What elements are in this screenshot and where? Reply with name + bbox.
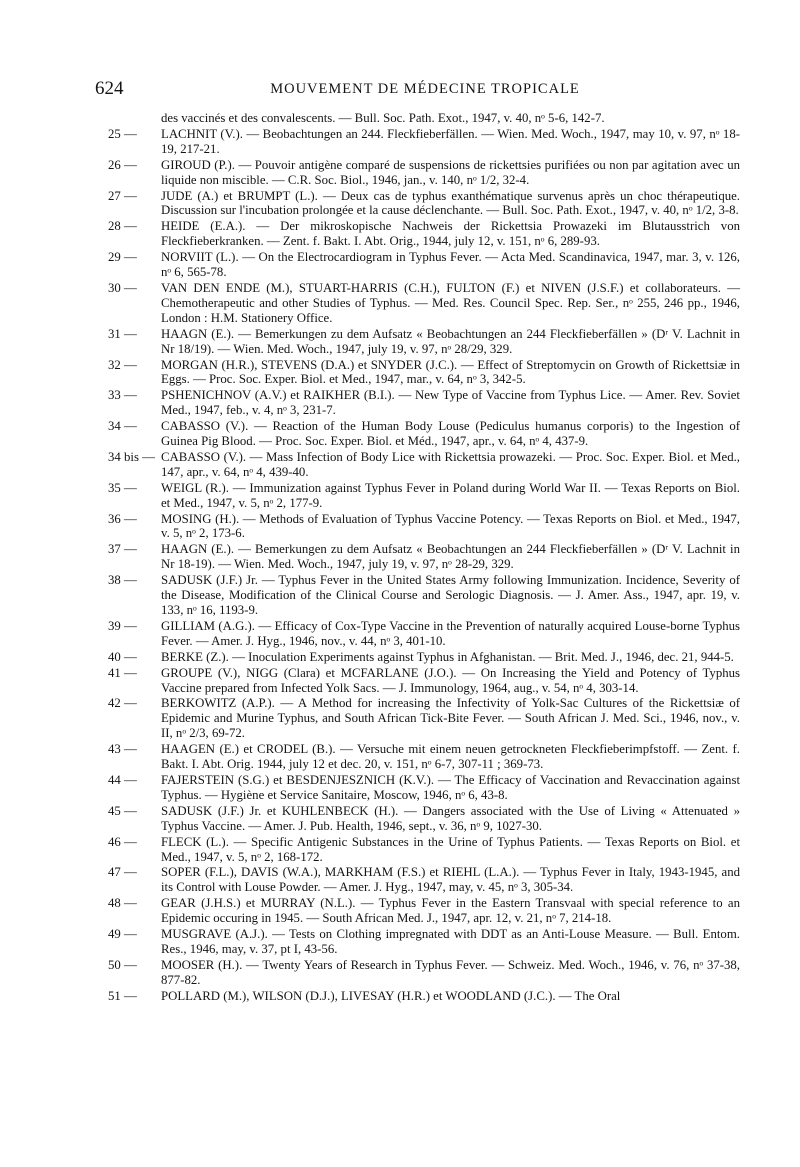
entry-text: SADUSK (J.F.) Jr. — Typhus Fever in the United States Army following Immunization. Incidence, Severity of the Disease, Modification of the Clinical Course and Serologic Diagnosis. — J. Amer. Ass., 1947, apr. 19, v. 133, nᵒ 16, 1193-9. bbox=[161, 573, 740, 617]
entry-number: 45 — bbox=[108, 803, 137, 818]
entry-text: NORVIIT (L.). — On the Electrocardiogram in Typhus Fever. — Acta Med. Scandinavica, 1947, mar. 3, v. 126, nᵒ 6, 565-78. bbox=[161, 250, 740, 280]
bibliography-entry bbox=[108, 358, 740, 388]
entry-text: SADUSK (J.F.) Jr. et KUHLENBECK (H.). — Dangers associated with the Use of Living « Attenuated » Typhus Vaccine. — Amer. J. Pub. Health, 1946, sept., v. 36, nᵒ 9, 1027-30. bbox=[161, 803, 740, 833]
entry-number: 34 bis — bbox=[108, 449, 155, 464]
entry-text: GEAR (J.H.S.) et MURRAY (N.L.). — Typhus Fever in the Eastern Transvaal with special reference to an Epidemic occuring in 1945. — South African Med. J., 1947, apr. 12, v. 21, nᵒ 7, 214-18. bbox=[161, 896, 740, 926]
bibliography-entry bbox=[108, 419, 740, 449]
entry-number: 44 — bbox=[108, 772, 137, 787]
entry-text: VAN DEN ENDE (M.), STUART-HARRIS (C.H.), FULTON (F.) et NIVEN (J.S.F.) et collaborateurs. — Chemotherapeutic and other Studies of Typhus. — Med. Res. Council Spec. Rep. Ser., nᵒ 255, 246 pp., 1946, London : H.M. Stationery Office. bbox=[161, 280, 740, 325]
entry-text: FAJERSTEIN (S.G.) et BESDENJESZNICH (K.V.). — The Efficacy of Vaccination and Revaccination against Typhus. — Hygiène et Service Sanitaire, Moscow, 1946, nᵒ 6, 43-8. bbox=[161, 772, 740, 802]
bibliography-entry bbox=[108, 742, 740, 772]
bibliography-entry bbox=[108, 804, 740, 834]
entry-text: PSHENICHNOV (A.V.) et RAIKHER (B.I.). — New Type of Vaccine from Typhus Lice. — Amer. Rev. Soviet Med., 1947, feb., v. 4, nᵒ 3, 231-7. bbox=[161, 388, 740, 418]
entry-text: LACHNIT (V.). — Beobachtungen an 244. Fleckfieberfällen. — Wien. Med. Woch., 1947, may 10, v. 97, nᵒ 18-19, 217-21. bbox=[161, 126, 740, 156]
entry-number: 35 — bbox=[108, 480, 137, 495]
bibliography-entry bbox=[108, 666, 740, 696]
entry-number: 43 — bbox=[108, 742, 137, 757]
entry-text: FLECK (L.). — Specific Antigenic Substances in the Urine of Typhus Patients. — Texas Reports on Biol. et Med., 1947, v. 5, nᵒ 2, 168-172. bbox=[161, 834, 740, 864]
entry-number: 46 — bbox=[108, 834, 137, 849]
bibliography-entry bbox=[108, 650, 740, 665]
bibliography-entry bbox=[108, 127, 740, 157]
entry-text: GROUPE (V.), NIGG (Clara) et MCFARLANE (J.O.). — On Increasing the Yield and Potency of Typhus Vaccine prepared from Infected Yolk Sacs. — J. Immunology, 1964, aug., v. 54, nᵒ 4, 303-14. bbox=[161, 665, 740, 695]
entry-text: BERKOWITZ (A.P.). — A Method for increasing the Infectivity of Yolk-Sac Cultures of the Rickettsiæ of Epidemic and Murine Typhus, and South African Tick-Bite Fever. — South African J. Med. Sci., 1946, nov., v. II, nᵒ 2/3, 69-72. bbox=[161, 696, 740, 741]
entry-text: GILLIAM (A.G.). — Efficacy of Cox-Type Vaccine in the Prevention of naturally acquired Louse-borne Typhus Fever. — Amer. J. Hyg., 1946, nov., v. 44, nᵒ 3, 401-10. bbox=[161, 618, 740, 648]
entry-number: 33 — bbox=[108, 388, 137, 403]
running-title: MOUVEMENT DE MÉDECINE TROPICALE bbox=[270, 81, 580, 97]
entry-number: 47 — bbox=[108, 865, 137, 880]
bibliography-entry bbox=[108, 696, 740, 741]
bibliography-entry bbox=[108, 542, 740, 572]
entry-number: 25 — bbox=[108, 126, 137, 141]
bibliography-entry bbox=[108, 619, 740, 649]
entry-text: MORGAN (H.R.), STEVENS (D.A.) et SNYDER (J.C.). — Effect of Streptomycin on Growth of Rickettsiæ in Eggs. — Proc. Soc. Exper. Biol. et Med., 1947, mar., v. 64, nᵒ 3, 342-5. bbox=[161, 357, 740, 387]
entry-number: 50 — bbox=[108, 957, 137, 972]
bibliography-entry bbox=[108, 450, 740, 480]
bibliography-entry bbox=[108, 327, 740, 357]
bibliography-list bbox=[108, 111, 740, 1005]
entry-number: 38 — bbox=[108, 573, 137, 588]
bibliography-entry bbox=[108, 896, 740, 926]
bibliography-entry bbox=[108, 158, 740, 188]
bibliography-entry bbox=[108, 865, 740, 895]
bibliography-entry bbox=[108, 773, 740, 803]
bibliography-entry bbox=[108, 111, 740, 126]
entry-number: 41 — bbox=[108, 665, 137, 680]
entry-text: MOSING (H.). — Methods of Evaluation of Typhus Vaccine Potency. — Texas Reports on Biol. et Med., 1947, v. 5, nᵒ 2, 173-6. bbox=[161, 511, 740, 541]
bibliography-entry bbox=[108, 388, 740, 418]
entry-number: 27 — bbox=[108, 188, 137, 203]
bibliography-entry bbox=[108, 835, 740, 865]
entry-text: HEIDE (E.A.). — Der mikroskopische Nachweis der Rickettsia Prowazeki im Blutausstrich von Fleckfieberkranken. — Zent. f. Bakt. I. Abt. Orig., 1944, july 12, v. 151, nᵒ 6, 289-93. bbox=[161, 219, 740, 249]
bibliography-entry bbox=[108, 189, 740, 219]
entry-number: 42 — bbox=[108, 696, 137, 711]
entry-text: JUDE (A.) et BRUMPT (L.). — Deux cas de typhus exanthématique survenus après un choc thérapeutique. Discussion sur l'incubation prolongée et la cause déclenchante. — Bull. Soc. Path. Exot., 1947, v. 40, nᵒ 1/2, 3-8. bbox=[161, 188, 740, 218]
bibliography-entry bbox=[108, 927, 740, 957]
bibliography-entry bbox=[108, 219, 740, 249]
entry-text: MOOSER (H.). — Twenty Years of Research in Typhus Fever. — Schweiz. Med. Woch., 1946, v. 76, nᵒ 37-38, 877-82. bbox=[161, 957, 740, 987]
page-number: 624 bbox=[95, 78, 124, 99]
entry-number: 29 — bbox=[108, 250, 137, 265]
entry-text: CABASSO (V.). — Mass Infection of Body Lice with Rickettsia prowazeki. — Proc. Soc. Exper. Biol. et Med., 147, apr., v. 64, nᵒ 4, 439-40. bbox=[161, 449, 740, 479]
entry-number: 28 — bbox=[108, 219, 137, 234]
page-header bbox=[95, 78, 755, 100]
entry-number: 36 — bbox=[108, 511, 137, 526]
entry-number: 34 — bbox=[108, 419, 137, 434]
bibliography-entry bbox=[108, 573, 740, 618]
entry-text: HAAGN (E.). — Bemerkungen zu dem Aufsatz « Beobachtungen an 244 Fleckfieberfällen » (Dʳ V. Lachnit in Nr 18/19). — Wien. Med. Woch., 1947, july 19, v. 97, nᵒ 28/29, 329. bbox=[161, 326, 740, 356]
entry-text: WEIGL (R.). — Immunization against Typhus Fever in Poland during World War II. — Texas Reports on Biol. et Med., 1947, v. 5, nᵒ 2, 177-9. bbox=[161, 480, 740, 510]
entry-text: HAAGN (E.). — Bemerkungen zu dem Aufsatz « Beobachtungen an 244 Fleckfieberfällen » (Dʳ V. Lachnit in Nr 18-19). — Wien. Med. Woch., 1947, july 19, v. 97, nᵒ 28-29, 329. bbox=[161, 542, 740, 572]
entry-number: 26 — bbox=[108, 157, 137, 172]
bibliography-entry bbox=[108, 958, 740, 988]
entry-number: 48 — bbox=[108, 896, 137, 911]
entry-text: GIROUD (P.). — Pouvoir antigène comparé de suspensions de rickettsies purifiées ou non par agitation avec un liquide non miscible. — C.R. Soc. Biol., 1946, jan., v. 140, nᵒ 1/2, 32-4. bbox=[161, 157, 740, 187]
entry-number: 37 — bbox=[108, 542, 137, 557]
entry-number: 30 — bbox=[108, 280, 137, 295]
entry-text: MUSGRAVE (A.J.). — Tests on Clothing impregnated with DDT as an Anti-Louse Measure. — Bull. Entom. Res., 1946, may, v. 37, pt I, 43-56. bbox=[161, 927, 740, 956]
bibliography-entry bbox=[108, 512, 740, 542]
entry-number: 32 — bbox=[108, 357, 137, 372]
bibliography-entry bbox=[108, 250, 740, 280]
entry-text: CABASSO (V.). — Reaction of the Human Body Louse (Pediculus humanus corporis) to the Ingestion of Guinea Pig Blood. — Proc. Soc. Exper. Biol. et Méd., 1947, apr., v. 64, nᵒ 4, 437-9. bbox=[161, 419, 740, 449]
entry-text: HAAGEN (E.) et CRODEL (B.). — Versuche mit einem neuen getrockneten Fleckfieberimpfstoff. — Zent. f. Bakt. I. Abt. Orig. 1944, july 12 et dec. 20, v. 151, nᵒ 6-7, 307-11 ; 369-73. bbox=[161, 742, 740, 772]
entry-number: 40 — bbox=[108, 649, 137, 664]
entry-number: 49 — bbox=[108, 927, 137, 942]
entry-text: SOPER (F.L.), DAVIS (W.A.), MARKHAM (F.S.) et RIEHL (L.A.). — Typhus Fever in Italy, 1943-1945, and its Control with Louse Powder. — Amer. J. Hyg., 1947, may, v. 45, nᵒ 3, 305-34. bbox=[161, 865, 740, 895]
bibliography-entry bbox=[108, 281, 740, 326]
bibliography-entry bbox=[108, 989, 740, 1004]
entry-number: 39 — bbox=[108, 618, 137, 633]
entry-text: BERKE (Z.). — Inoculation Experiments against Typhus in Afghanistan. — Brit. Med. J., 1946, dec. 21, 944-5. bbox=[161, 649, 734, 664]
bibliography-entry bbox=[108, 481, 740, 511]
entry-number: 31 — bbox=[108, 326, 137, 341]
entry-number: 51 — bbox=[108, 988, 137, 1003]
entry-text: POLLARD (M.), WILSON (D.J.), LIVESAY (H.R.) et WOODLAND (J.C.). — The Oral bbox=[161, 988, 621, 1003]
entry-text: des vaccinés et des convalescents. — Bull. Soc. Path. Exot., 1947, v. 40, nᵒ 5-6, 142-7. bbox=[161, 111, 605, 125]
